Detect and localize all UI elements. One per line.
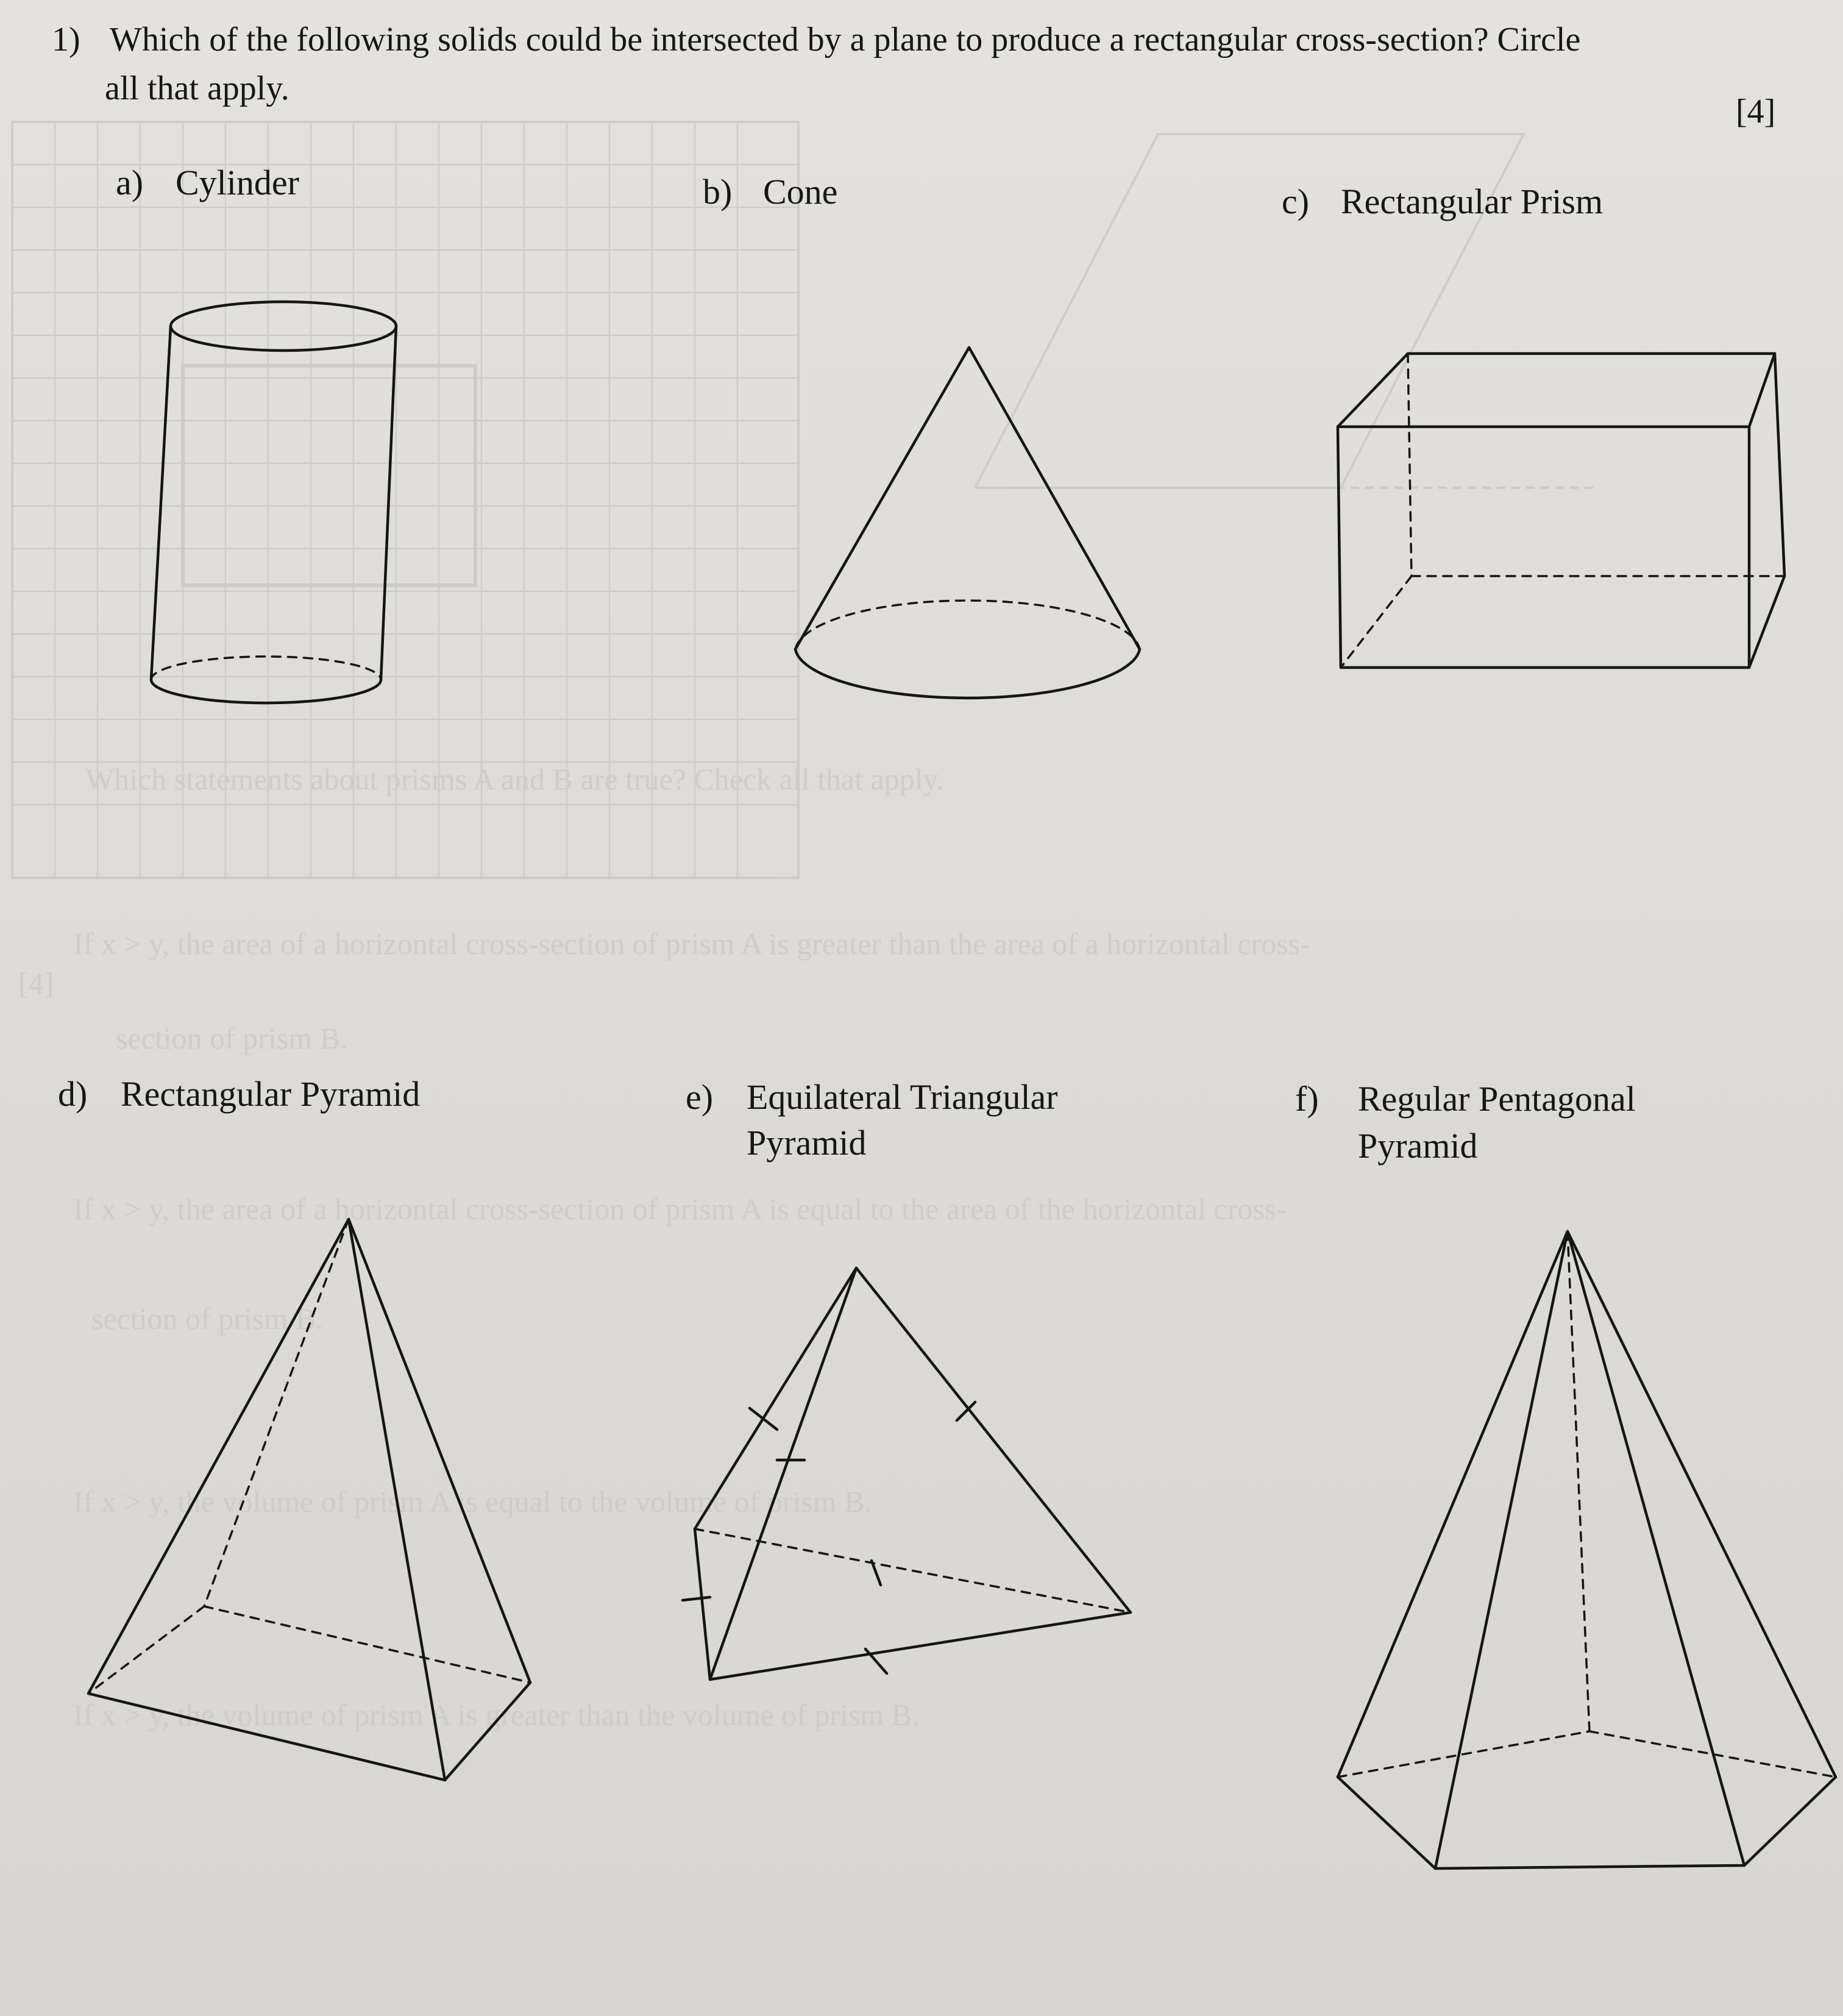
bleed-marks: [4] [18, 966, 54, 1000]
option-a-name: Cylinder [176, 163, 299, 202]
question-marks: [4] [1736, 93, 1776, 130]
option-e-name: Equilateral Triangular [747, 1077, 1058, 1117]
option-f-name: Regular Pentagonal [1358, 1079, 1636, 1119]
option-a-letter: a) [116, 163, 144, 202]
option-c-name: Rectangular Prism [1341, 182, 1603, 221]
question-line-2: all that apply. [105, 69, 289, 107]
pentagonal-pyramid-figure [1338, 1231, 1836, 1868]
bleed-text-5: section of prism B. [91, 1302, 324, 1336]
question-number: 1) [52, 21, 80, 59]
option-b-letter: b) [703, 172, 733, 212]
bleed-text-7: If x > y, the volume of prism A is greater than the volume of prism B. [73, 1698, 920, 1732]
option-f-name-line-2: Pyramid [1358, 1126, 1478, 1166]
rectangular-prism-figure [1338, 354, 1784, 668]
triangular-pyramid-figure [683, 1268, 1131, 1679]
bleed-text-6: If x > y, the volume of prism A is equal to the volume of prism B. [73, 1484, 872, 1519]
bleed-text-2: If x > y, the area of a horizontal cross-section of prism A is greater than the area of a horizontal cross- [73, 927, 1310, 961]
bleed-text-3: section of prism B. [116, 1021, 348, 1055]
rectangular-pyramid-figure [88, 1219, 530, 1780]
option-d-letter: d) [58, 1074, 88, 1114]
question-line-1: Which of the following solids could be intersected by a plane to produce a rectangular cross-section? Circle [110, 21, 1581, 59]
bleed-text-4: If x > y, the area of a horizontal cross-section of prism A is equal to the area of the horizontal cross- [73, 1192, 1287, 1226]
cylinder-figure [151, 302, 396, 703]
option-d-name: Rectangular Pyramid [121, 1074, 421, 1114]
option-e-name-line-2: Pyramid [747, 1123, 867, 1163]
option-c-letter: c) [1282, 182, 1310, 221]
option-b-name: Cone [763, 172, 838, 212]
bleed-text-1: Which statements about prisms A and B are true? Check all that apply. [85, 762, 944, 796]
cone-figure [795, 347, 1140, 698]
option-e-letter: e) [686, 1077, 714, 1117]
option-f-letter: f) [1295, 1079, 1319, 1119]
